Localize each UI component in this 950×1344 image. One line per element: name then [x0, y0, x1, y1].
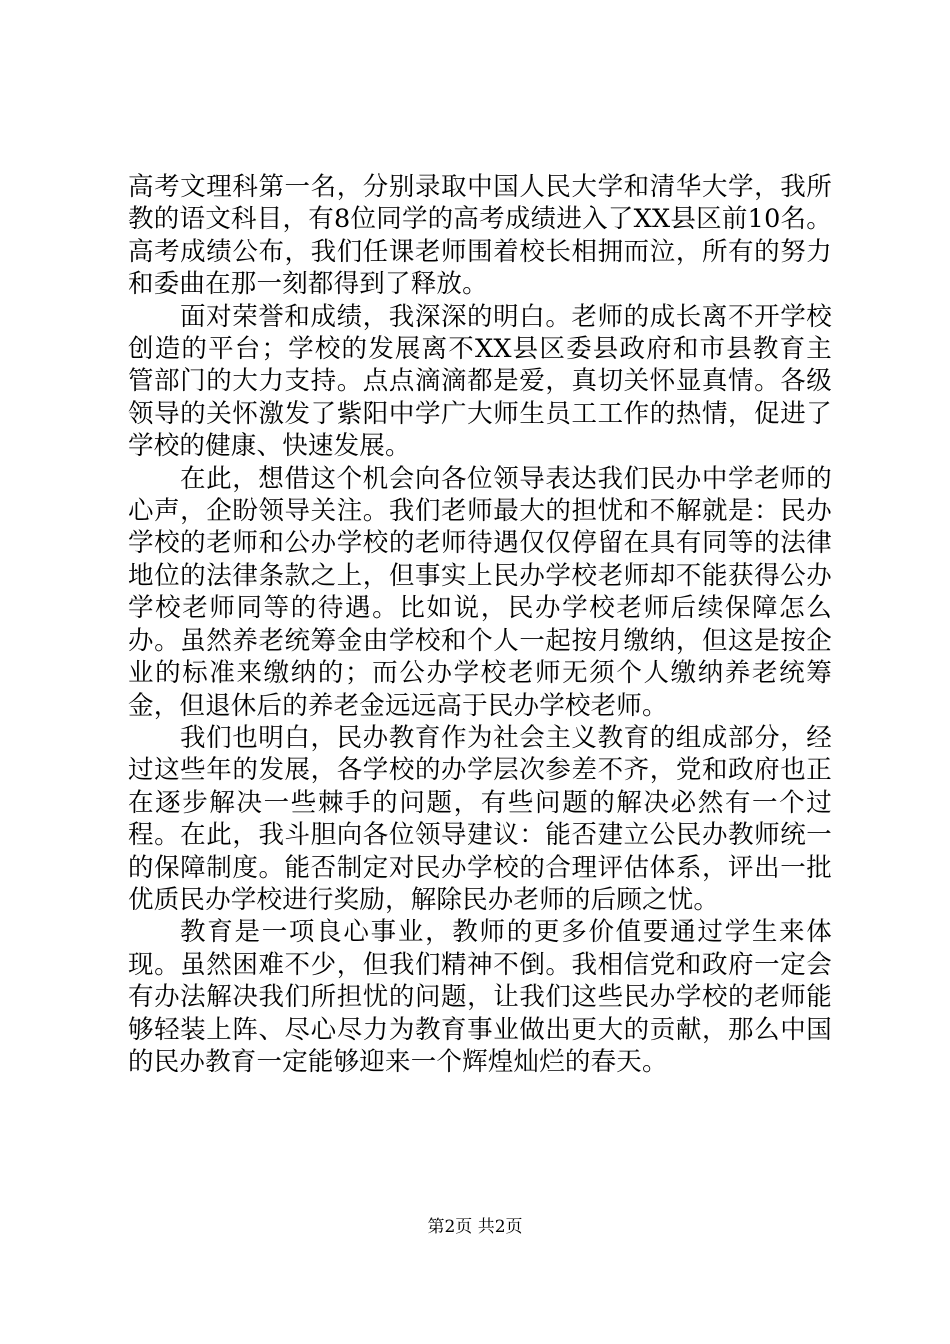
page-number-footer: 第2页 共2页: [427, 1217, 523, 1237]
paragraph-teacher-concerns: 在此，想借这个机会向各位领导表达我们民办中学老师的心声，企盼领导关注。我们老师最大的担忧和不解就是：民办学校的老师和公办学校的老师待遇仅仅停留在具有同等的法律地位的法律条款之上，但事实上民办学校老师却不能获得公办学校老师同等的待遇。比如说，民办学校老师后续保障怎么办。虽然养老统筹金由学校和个人一起按月缴纳，但这是按企业的标准来缴纳的；而公办学校老师无须个人缴纳养老统筹金，但退休后的养老金远远高于民办学校老师。: [128, 463, 832, 721]
paragraph-suggestions: 我们也明白，民办教育作为社会主义教育的组成部分，经过这些年的发展，各学校的办学层次参差不齐，党和政府也正在逐步解决一些棘手的问题，有些问题的解决必然有一个过程。在此，我斗胆向各位领导建议：能否建立公民办教师统一的保障制度。能否制定对民办学校的合理评估体系，评出一批优质民办学校进行奖励，解除民办老师的后顾之忧。: [128, 722, 832, 915]
paragraph-honor-and-results: 面对荣誉和成绩，我深深的明白。老师的成长离不开学校创造的平台；学校的发展离不XX县区委县政府和市县教育主管部门的大力支持。点点滴滴都是爱，真切关怀显真情。各级领导的关怀激发了紫阳中学广大师生员工工作的热情，促进了学校的健康、快速发展。: [128, 301, 832, 462]
document-body: [128, 171, 832, 1078]
paragraph-conclusion: 教育是一项良心事业，教师的更多价值要通过学生来体现。虽然困难不少，但我们精神不倒。我相信党和政府一定会有办法解决我们所担忧的问题，让我们这些民办学校的老师能够轻装上阵、尽心尽力为教育事业做出更大的贡献，那么中国的民办教育一定能够迎来一个辉煌灿烂的春天。: [128, 917, 832, 1077]
paragraph-continuation: 高考文理科第一名，分别录取中国人民大学和清华大学，我所教的语文科目，有8位同学的高考成绩进入了XX县区前10名。高考成绩公布，我们任课老师围着校长相拥而泣，所有的努力和委曲在那一刻都得到了释放。: [128, 172, 832, 300]
